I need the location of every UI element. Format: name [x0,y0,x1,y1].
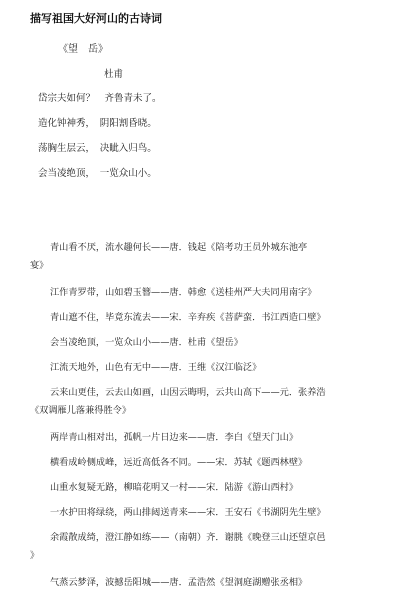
quote-line-continuation: 《双调雁儿落兼得胜令》 [30,405,132,416]
quote-line: 山重水复疑无路，柳暗花明又一村——宋．陆游《游山西村》 [50,482,299,493]
poem-line: 造化钟神秀， 阴阳割昏晓。 [38,118,157,129]
quote-line: 会当凌绝顶，一览众山小——唐．杜甫《望岳》 [50,337,243,348]
poem-line: 荡胸生层云， 决眦入归鸟。 [38,143,157,154]
quote-line: 云来山更佳，云去山如画，山因云晦明，云共山高下——元．张养浩 [50,387,326,398]
quote-line: 余霞散成绮，澄江静如练——（南朝）齐．谢朓《晚登三山还望京邑 [50,532,326,543]
quote-line: 一水护田将绿绕，两山排闼送青来——宋．王安石《书湖阴先生壁》 [50,507,326,518]
quote-line: 青山遮不住，毕竟东流去——宋．辛弃疾《菩萨蛮．书江西造口壁》 [50,312,326,323]
poem-author: 杜甫 [104,69,124,80]
quote-line: 横看成岭侧成峰，远近高低各不同。——宋．苏轼《题西林壁》 [50,457,308,468]
quote-line: 青山看不厌，流水趣何长——唐．钱起《陪考功王员外城东池亭 [50,242,308,253]
quote-line: 气蒸云梦泽，波撼岳阳城——唐．孟浩然《望洞庭湖赠张丞相》 [50,577,308,588]
quote-line-continuation: 宴》 [30,260,49,271]
quote-line: 两岸青山相对出，孤帆一片日边来——唐．李白《望天门山》 [50,432,299,443]
quote-line: 江流天地外，山色有无中——唐．王维《汉江临泛》 [50,362,262,373]
poem-line: 岱宗夫如何？ 齐鲁青未了。 [38,93,162,104]
quote-line-continuation: 》 [30,550,40,561]
poem-title: 《望 岳》 [58,44,108,55]
document-heading: 描写祖国大好河山的古诗词 [30,12,162,25]
quote-line: 江作青罗带，山如碧玉簪——唐．韩愈《送桂州严大夫同用南字》 [50,287,317,298]
poem-line: 会当凌绝顶， 一览众山小。 [38,168,157,179]
